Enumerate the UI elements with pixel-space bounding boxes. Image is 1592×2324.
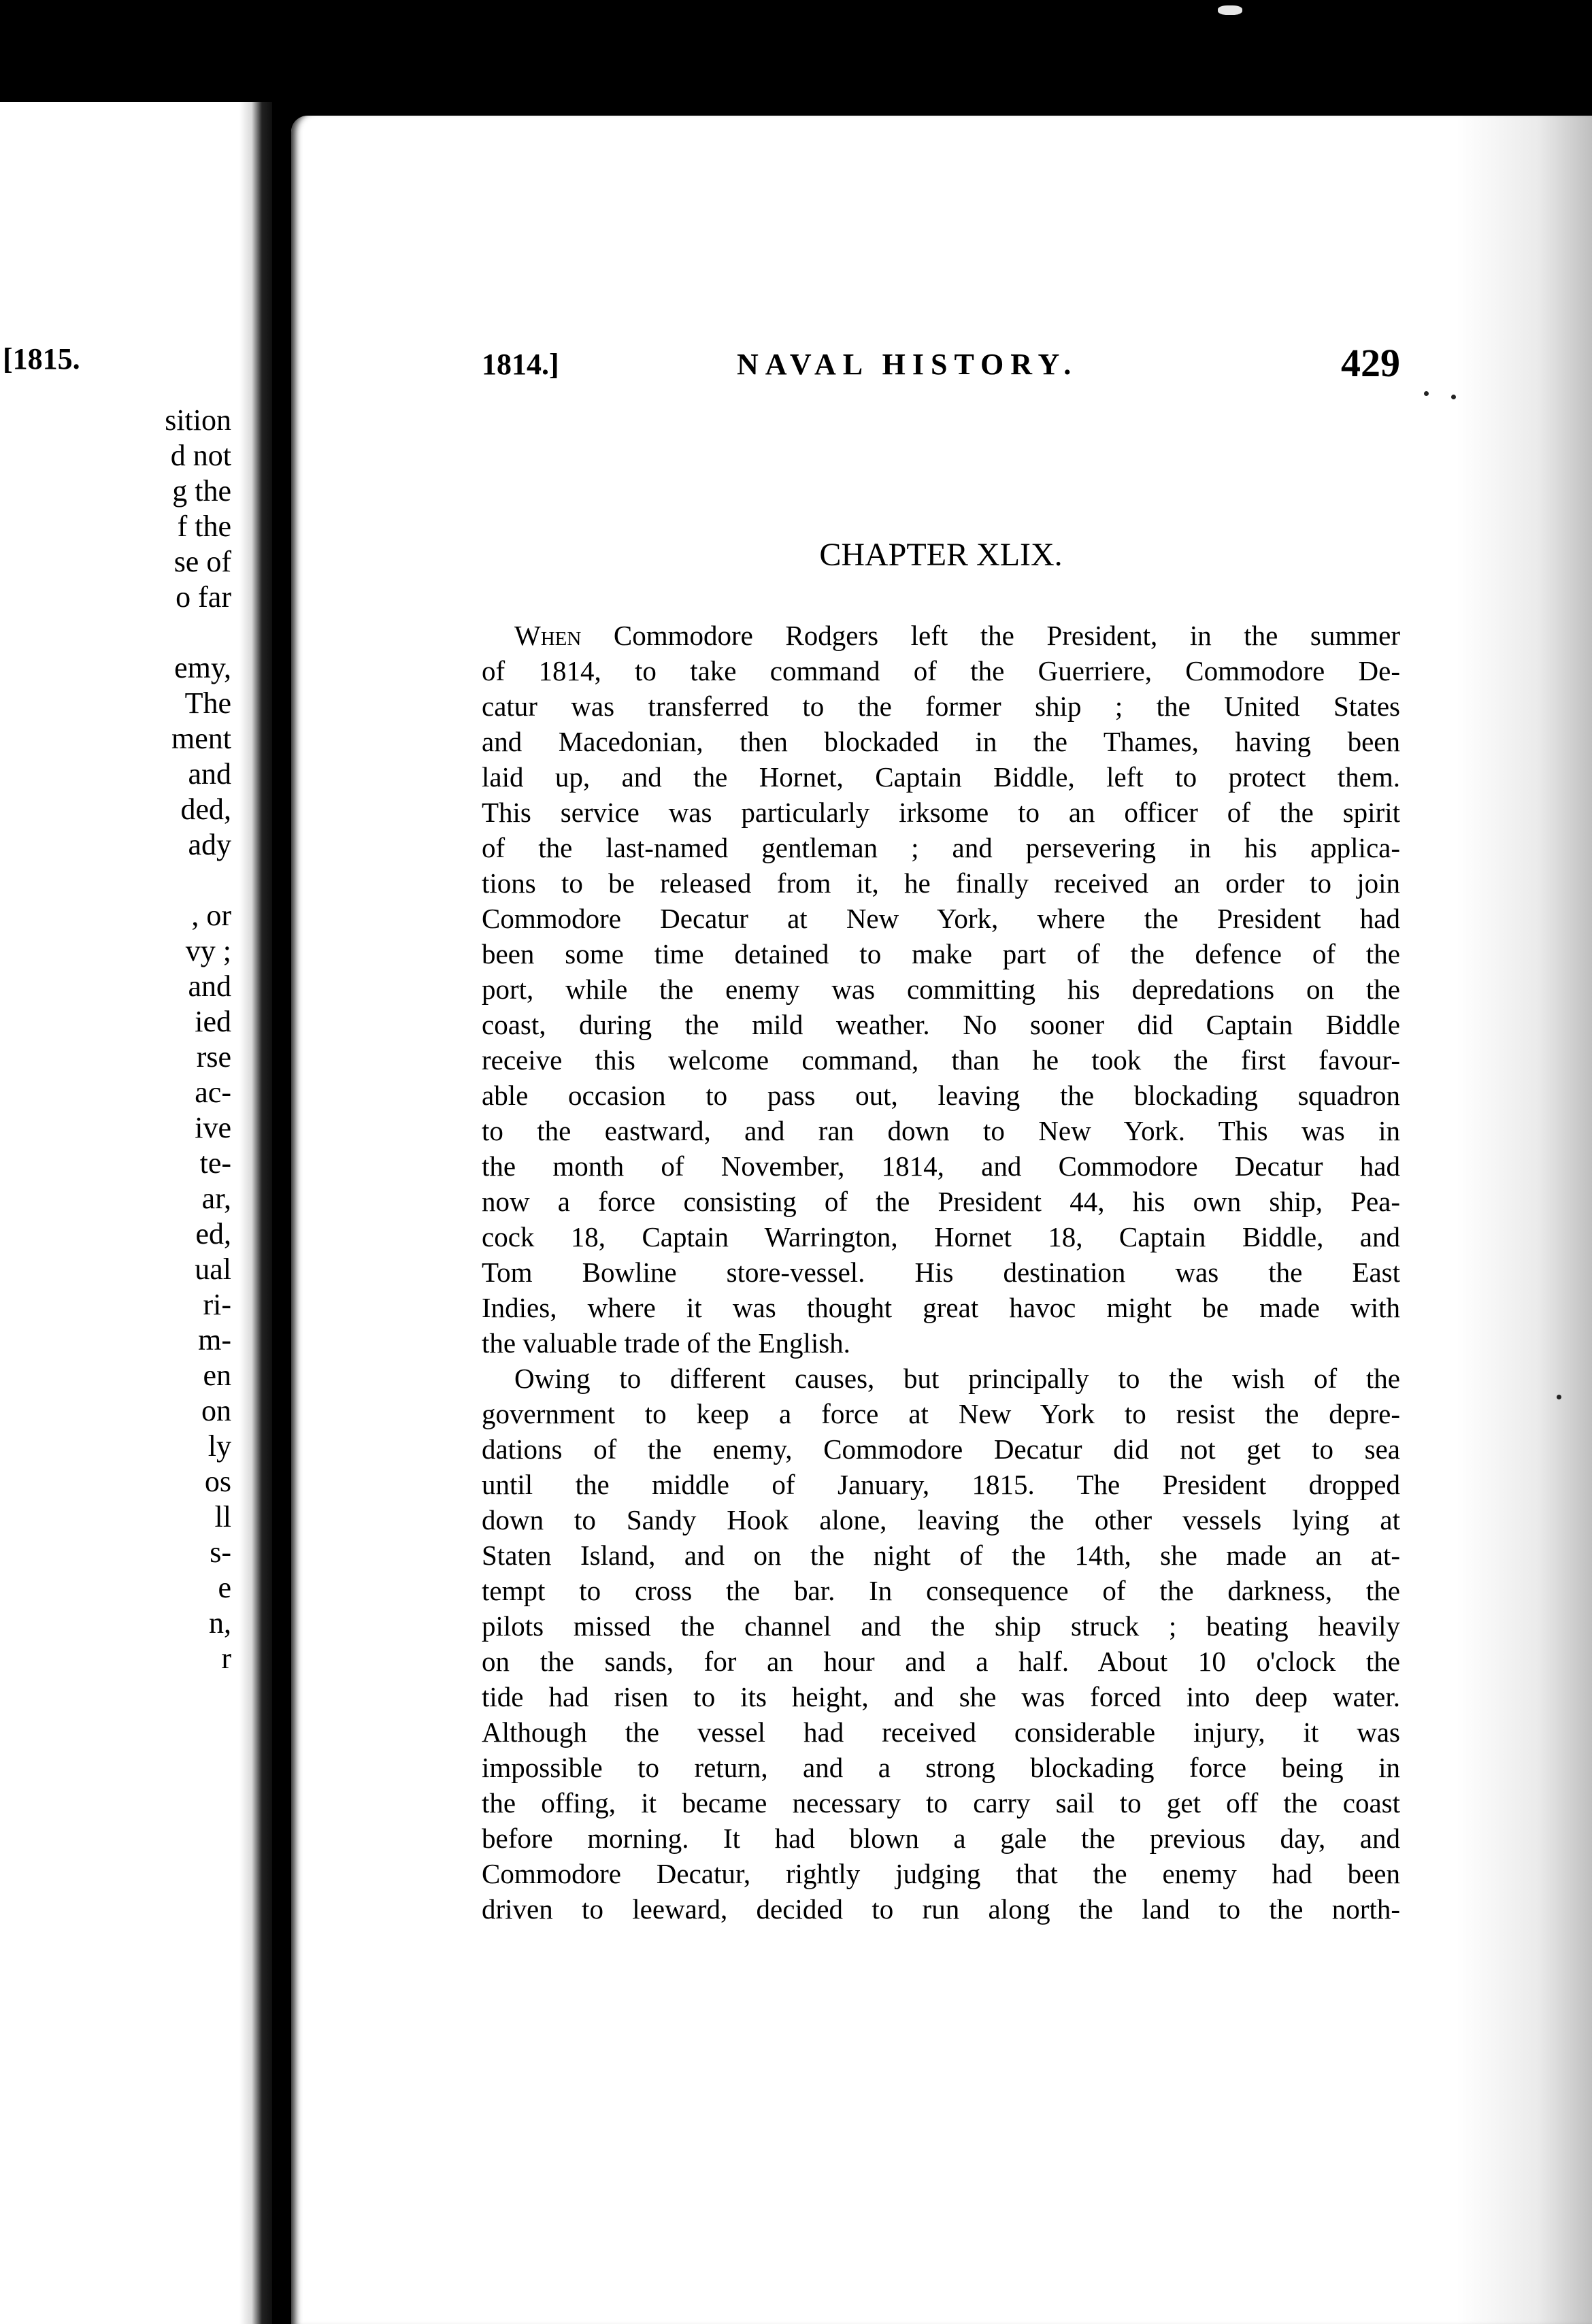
text-line: Tom Bowline store-vessel. His destination was the East bbox=[482, 1257, 1400, 1288]
left-text-fragment: ll bbox=[214, 1500, 231, 1533]
left-text-fragment: , or bbox=[191, 899, 231, 932]
text-line bbox=[482, 618, 1400, 653]
text-line: until the middle of January, 1815. The President dropped bbox=[482, 1469, 1400, 1500]
text-line: Although the vessel had received considerable injury, it was bbox=[482, 1716, 1400, 1748]
chapter-title: CHAPTER XLIX. bbox=[819, 537, 1063, 573]
text-line: and Macedonian, then blockaded in the Thames, having been bbox=[482, 726, 1400, 757]
left-text-fragment: os bbox=[204, 1465, 231, 1498]
text-line: now a force consisting of the President 44, his own ship, Pea- bbox=[482, 1186, 1400, 1217]
main-page bbox=[291, 116, 1592, 2324]
text-line: tide had risen to its height, and she was forced into deep water. bbox=[482, 1681, 1400, 1712]
text-line: of the last-named gentleman ; and persevering in his applica- bbox=[482, 832, 1400, 863]
left-text-fragment: en bbox=[203, 1359, 231, 1392]
text-line: coast, during the mild weather. No sooner did Captain Biddle bbox=[482, 1009, 1400, 1040]
text-line: This service was particularly irksome to an officer of the spirit bbox=[482, 797, 1400, 828]
text-line: the offing, it became necessary to carry sail to get off the coast bbox=[482, 1787, 1400, 1819]
text-line: able occasion to pass out, leaving the blockading squadron bbox=[482, 1080, 1400, 1111]
book-gutter bbox=[239, 102, 272, 2324]
text-line: port, while the enemy was committing his depredations on the bbox=[482, 974, 1400, 1005]
left-text-fragment: rse bbox=[196, 1040, 231, 1074]
left-text-fragment: ed, bbox=[195, 1217, 231, 1250]
left-text-fragment: ied bbox=[195, 1005, 231, 1038]
scan-speck bbox=[1218, 5, 1242, 15]
scan-speck bbox=[1451, 395, 1456, 399]
text-line: the valuable trade of the English. bbox=[482, 1327, 850, 1359]
left-text-fragment: ac- bbox=[195, 1076, 231, 1109]
left-text-fragment: ded, bbox=[180, 793, 231, 826]
left-facing-page bbox=[0, 102, 272, 2324]
left-text-fragment: ly bbox=[208, 1429, 231, 1463]
text-line: tempt to cross the bar. In consequence of the darkness, the bbox=[482, 1575, 1400, 1606]
text-line: catur was transferred to the former ship ; the United States bbox=[482, 691, 1400, 722]
text-line: of 1814, to take command of the Guerriere, Commodore De- bbox=[482, 655, 1400, 686]
text-line: the month of November, 1814, and Commodore Decatur had bbox=[482, 1150, 1400, 1182]
text-line: government to keep a force at New York to resist the depre- bbox=[482, 1398, 1400, 1429]
text-line: down to Sandy Hook alone, leaving the other vessels lying at bbox=[482, 1504, 1400, 1536]
left-text-fragment: e bbox=[218, 1571, 231, 1604]
text-line: on the sands, for an hour and a half. About 10 o'clock the bbox=[482, 1646, 1400, 1677]
left-text-fragment: n, bbox=[209, 1606, 231, 1640]
text-line: Staten Island, and on the night of the 14th, she made an at- bbox=[482, 1540, 1400, 1571]
text-line: laid up, and the Hornet, Captain Biddle, left to protect them. bbox=[482, 761, 1400, 793]
left-page-running-head: [1815. bbox=[3, 342, 80, 376]
text-line: impossible to return, and a strong blockading force being in bbox=[482, 1752, 1400, 1783]
left-text-fragment: o far bbox=[176, 580, 231, 614]
left-text-fragment: se of bbox=[173, 545, 231, 578]
left-text-fragment: The bbox=[184, 686, 231, 720]
left-text-fragment: s- bbox=[210, 1536, 231, 1569]
left-text-fragment: f the bbox=[177, 510, 231, 543]
text-line: receive this welcome command, than he took the first favour- bbox=[482, 1044, 1400, 1076]
scan-speck bbox=[1424, 391, 1429, 396]
text-line: before morning. It had blown a gale the previous day, and bbox=[482, 1823, 1400, 1854]
running-head bbox=[482, 340, 1400, 388]
page-edge-shadow bbox=[1456, 116, 1592, 2324]
left-text-fragment: sition bbox=[165, 403, 231, 437]
text-line: cock 18, Captain Warrington, Hornet 18, Captain Biddle, and bbox=[482, 1221, 1400, 1252]
scan-speck bbox=[1557, 1395, 1561, 1399]
text-line: driven to leeward, decided to run along the land to the north- bbox=[482, 1893, 1400, 1925]
text-line: pilots missed the channel and the ship struck ; beating heavily bbox=[482, 1610, 1400, 1642]
left-text-fragment: ual bbox=[195, 1252, 231, 1286]
left-text-fragment: d not bbox=[170, 439, 231, 472]
left-text-fragment bbox=[0, 615, 231, 650]
opening-word: When bbox=[514, 620, 582, 651]
left-page-text-fragments bbox=[0, 403, 231, 1676]
first-line-rest: Commodore Rodgers left the President, in the summer bbox=[581, 620, 1400, 651]
left-text-fragment: and bbox=[188, 757, 231, 791]
running-head-title: NAVAL HISTORY. bbox=[737, 348, 1078, 381]
text-line: been some time detained to make part of the defence of the bbox=[482, 938, 1400, 969]
text-line: Owing to different causes, but principally to the wish of the bbox=[514, 1363, 1400, 1394]
left-text-fragment: r bbox=[221, 1642, 231, 1675]
text-line: Commodore Decatur, rightly judging that the enemy had been bbox=[482, 1858, 1400, 1889]
left-text-fragment: m- bbox=[198, 1323, 231, 1357]
left-text-fragment: ri- bbox=[203, 1288, 231, 1321]
running-head-year: 1814.] bbox=[482, 348, 559, 381]
body-text bbox=[482, 618, 1400, 1927]
left-text-fragment: vy ; bbox=[185, 934, 231, 967]
left-text-fragment: te- bbox=[199, 1146, 231, 1180]
text-line: tions to be released from it, he finally received an order to join bbox=[482, 867, 1400, 899]
left-text-fragment: ment bbox=[171, 722, 231, 755]
text-line: Indies, where it was thought great havoc might be made with bbox=[482, 1292, 1400, 1323]
text-line: Commodore Decatur at New York, where the President had bbox=[482, 903, 1400, 934]
left-text-fragment: ive bbox=[195, 1111, 231, 1144]
text-line: to the eastward, and ran down to New York. This was in bbox=[482, 1115, 1400, 1146]
left-text-fragment: ady bbox=[188, 828, 231, 861]
left-text-fragment: on bbox=[201, 1394, 231, 1427]
left-text-fragment: emy, bbox=[174, 651, 231, 684]
left-text-fragment bbox=[0, 863, 231, 898]
left-text-fragment: g the bbox=[172, 474, 231, 508]
left-text-fragment: ar, bbox=[201, 1182, 231, 1215]
left-text-fragment: and bbox=[188, 969, 231, 1003]
page-number: 429 bbox=[1341, 341, 1400, 385]
text-line: dations of the enemy, Commodore Decatur did not get to sea bbox=[482, 1433, 1400, 1465]
